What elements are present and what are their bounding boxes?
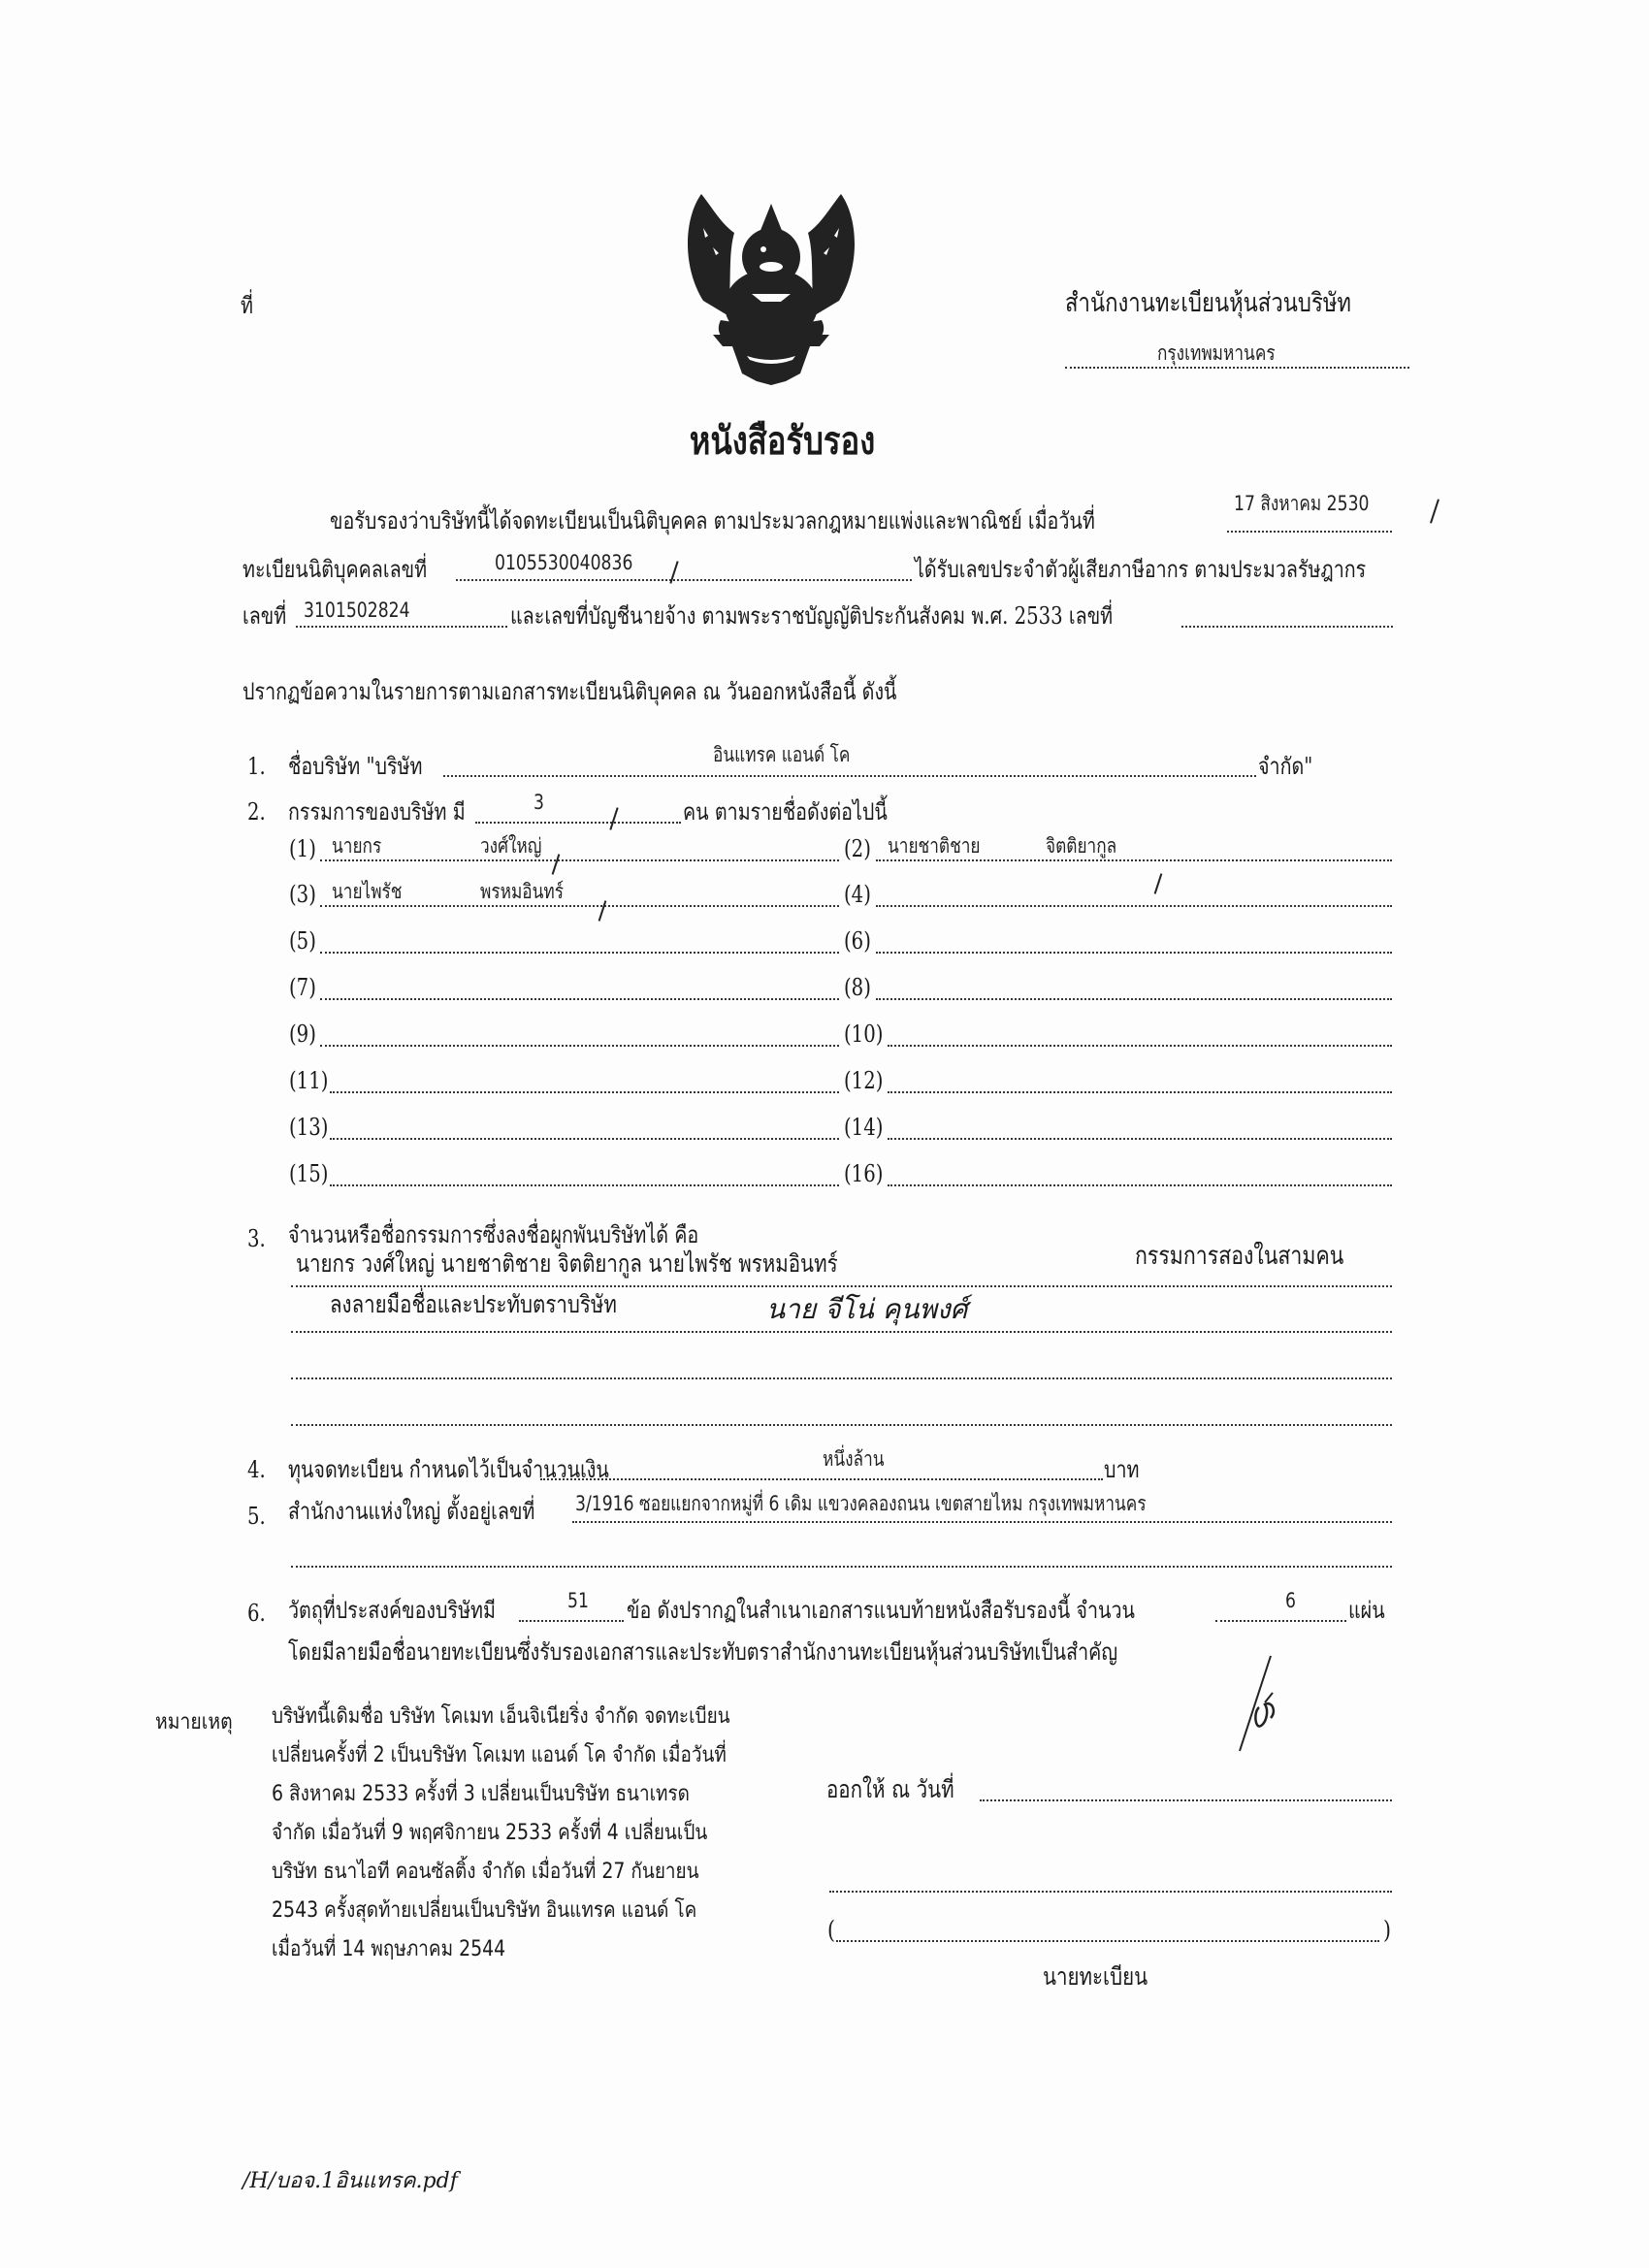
director-last-name[interactable]: พรหมอินทร์ [480, 880, 565, 903]
director-number: (3) [289, 881, 316, 908]
signing-authority-condition[interactable]: กรรมการสองในสามคน [1135, 1242, 1344, 1271]
item1-suffix: จำกัด" [1258, 753, 1313, 780]
director-last-name[interactable]: วงศ์ใหญ่ [480, 834, 542, 858]
remark-text [272, 1698, 805, 1969]
item6-middle: ข้อ ดังปรากฏในสำเนาเอกสารแนบท้ายหนังสือรับรองนี้ จำนวน [627, 1597, 1135, 1624]
remark-line: 2543 ครั้งสุดท้ายเปลี่ยนเป็นบริษัท อินแทรค แอนด์ โค [272, 1898, 697, 1923]
director-line[interactable] [888, 1136, 1392, 1140]
director-line[interactable] [888, 1043, 1392, 1047]
intro-line2-tail: ได้รับเลขประจำตัวผู้เสียภาษีอากร ตามประมวลรัษฎากร [915, 556, 1367, 583]
director-number: (12) [844, 1067, 884, 1094]
registration-no-label: ทะเบียนนิติบุคคลเลขที่ [242, 556, 428, 583]
close-paren: ) [1383, 1916, 1392, 1944]
item3-line1 [291, 1283, 1392, 1287]
tax-id[interactable]: 3101502824 [304, 599, 410, 622]
objectives-pages[interactable]: 6 [1285, 1589, 1296, 1612]
remark-line: บริษัทนี้เดิมชื่อ บริษัท โคเมท เอ็นจิเนียริ่ง จำกัด จดทะเบียน [272, 1704, 730, 1729]
garuda-emblem-icon [674, 179, 868, 388]
director-number: (4) [844, 881, 871, 908]
item4-label: ทุนจดทะเบียน กำหนดไว้เป็นจำนวนเงิน [288, 1456, 609, 1483]
item3-number: 3. [247, 1225, 266, 1252]
director-number: (10) [844, 1021, 884, 1048]
remark-line: เมื่อวันที่ 14 พฤษภาคม 2544 [272, 1937, 506, 1961]
item1-label: ชื่อบริษัท "บริษัท [288, 753, 423, 780]
objectives-pages-line [1215, 1618, 1346, 1622]
head-office-line2 [291, 1564, 1392, 1568]
director-line[interactable] [330, 1089, 839, 1093]
director-line[interactable] [320, 858, 839, 861]
director-line[interactable] [320, 950, 839, 954]
item3-line4 [291, 1422, 1392, 1426]
signing-authority-names[interactable]: นายกร วงศ์ใหญ่ นายชาติชาย จิตติยากูล นายไพรัช พรหมอินทร์ [296, 1249, 838, 1278]
director-line[interactable] [320, 1043, 839, 1047]
remark-line: บริษัท ธนาไอที คอนซัลติ้ง จำกัด เมื่อวันที่ 27 กันยายน [272, 1860, 699, 1884]
item4-suffix: บาท [1104, 1456, 1140, 1483]
office-city: กรุงเทพมหานคร [1157, 341, 1276, 365]
director-line[interactable] [320, 996, 839, 1000]
file-path: /H/บอจ.1อินแทรค.pdf [242, 2169, 458, 2193]
item3-line2 [291, 1329, 1392, 1333]
director-line[interactable] [888, 1089, 1392, 1093]
directors-count-line [475, 820, 681, 824]
checkmark-tick-icon [1430, 499, 1439, 523]
item2-suffix: คน ตามรายชื่อดังต่อไปนี้ [683, 798, 888, 826]
page-title: หนังสือรับรอง [689, 418, 876, 464]
director-number: (13) [289, 1114, 329, 1141]
director-number: (7) [289, 974, 316, 1001]
item5-number: 5. [247, 1503, 266, 1530]
director-number: (15) [289, 1160, 329, 1187]
item6-suffix: แผ่น [1348, 1597, 1385, 1624]
item6-label: วัตถุที่ประสงค์ของบริษัทมี [288, 1597, 497, 1624]
item2-label: กรรมการของบริษัท มี [288, 798, 466, 826]
directors-count[interactable]: 3 [534, 791, 544, 814]
remark-label: หมายเหตุ [155, 1710, 233, 1734]
director-number: (8) [844, 974, 871, 1001]
company-name[interactable]: อินแทรค แอนด์ โค [713, 743, 851, 766]
remark-line: เปลี่ยนครั้งที่ 2 เป็นบริษัท โคเมท แอนด์ โค จำกัด เมื่อวันที่ [272, 1743, 727, 1767]
open-paren: ( [827, 1916, 836, 1944]
capital-line [540, 1476, 1103, 1480]
head-office-address[interactable]: 3/1916 ซอยแยกจากหมู่ที่ 6 เดิม แขวงคลองถนน เขตสายไหม กรุงเทพมหานคร [575, 1492, 1147, 1515]
director-first-name[interactable]: นายไพรัช [332, 880, 403, 903]
objectives-count-line [519, 1618, 624, 1622]
remark-line: จำกัด เมื่อวันที่ 9 พฤศจิกายน 2533 ครั้งที่ 4 เปลี่ยนเป็น [272, 1821, 708, 1845]
employer-account-line [1181, 624, 1393, 628]
registration-no[interactable]: 0105530040836 [495, 551, 633, 574]
item5-label: สำนักงานแห่งใหญ่ ตั้งอยู่เลขที่ [288, 1498, 535, 1525]
registrar-signature-icon [1232, 1654, 1290, 1761]
signature-name-line[interactable] [836, 1938, 1379, 1942]
director-first-name[interactable]: นายกร [332, 834, 382, 858]
director-number: (16) [844, 1160, 884, 1187]
director-last-name[interactable]: จิตติยากูล [1046, 834, 1117, 858]
tax-id-line [296, 624, 507, 628]
objectives-count[interactable]: 51 [567, 1589, 589, 1612]
remark-line: 6 สิงหาคม 2533 ครั้งที่ 3 เปลี่ยนเป็นบริษัท ธนาเทรด [272, 1782, 690, 1806]
director-line[interactable] [876, 996, 1392, 1000]
registration-date-line [1227, 529, 1392, 533]
item6-number: 6. [247, 1600, 266, 1627]
office-name: สำนักงานทะเบียนหุ้นส่วนบริษัท [1065, 288, 1352, 318]
company-name-line [443, 773, 1256, 777]
checkmark-tick-icon [1154, 873, 1163, 894]
director-number: (2) [844, 835, 871, 862]
intro-line3-tail: และเลขที่บัญชีนายจ้าง ตามพระราชบัญญัติประกันสังคม พ.ศ. 2533 เลขที่ [510, 602, 1114, 630]
director-number: (6) [844, 927, 871, 955]
director-number: (14) [844, 1114, 884, 1141]
registered-capital[interactable]: หนึ่งล้าน [823, 1447, 885, 1471]
tax-id-label: เลขที่ [242, 602, 287, 630]
handwritten-note: นาย จีโน่ คุนพงศ์ [766, 1293, 968, 1325]
intro-line1-text: ขอรับรองว่าบริษัทนี้ได้จดทะเบียนเป็นนิติบุคคล ตามประมวลกฎหมายแพ่งและพาณิชย์ เมื่อวันที่ [330, 507, 1095, 535]
signature-line [829, 1889, 1392, 1893]
item6-line2: โดยมีลายมือชื่อนายทะเบียนซึ่งรับรองเอกสารและประทับตราสำนักงานทะเบียนหุ้นส่วนบริษัทเป็นสำคัญ [288, 1638, 1118, 1666]
office-city-line [1065, 365, 1409, 369]
director-line[interactable] [330, 1136, 839, 1140]
director-number: (1) [289, 835, 316, 862]
registration-no-line [456, 577, 912, 581]
director-line[interactable] [888, 1183, 1392, 1186]
item3-label: จำนวนหรือชื่อกรรมการซึ่งลงชื่อผูกพันบริษัทได้ คือ [288, 1221, 699, 1248]
item3-line3 [291, 1376, 1392, 1379]
checkmark-tick-icon [609, 807, 618, 829]
reference-label: ที่ [241, 292, 253, 319]
issued-date-label: ออกให้ ณ วันที่ [826, 1775, 954, 1803]
director-number: (11) [289, 1067, 329, 1094]
registrar-label: นายทะเบียน [1043, 1962, 1148, 1991]
director-line[interactable] [330, 1183, 839, 1186]
item2-number: 2. [247, 798, 266, 826]
issued-date-line[interactable] [980, 1798, 1392, 1801]
statement-text: ปรากฏข้อความในรายการตามเอกสารทะเบียนนิติบุคคล ณ วันออกหนังสือนี้ ดังนี้ [242, 678, 897, 705]
director-line[interactable] [876, 950, 1392, 954]
director-line[interactable] [876, 903, 1392, 907]
item4-number: 4. [247, 1456, 266, 1483]
item1-number: 1. [247, 753, 266, 780]
director-number: (5) [289, 927, 316, 955]
signing-authority-seal[interactable]: ลงลายมือชื่อและประทับตราบริษัท [330, 1290, 617, 1318]
registration-date[interactable]: 17 สิงหาคม 2530 [1234, 492, 1370, 515]
director-first-name[interactable]: นายชาติชาย [888, 834, 981, 858]
director-number: (9) [289, 1021, 316, 1048]
head-office-line1 [572, 1519, 1392, 1523]
